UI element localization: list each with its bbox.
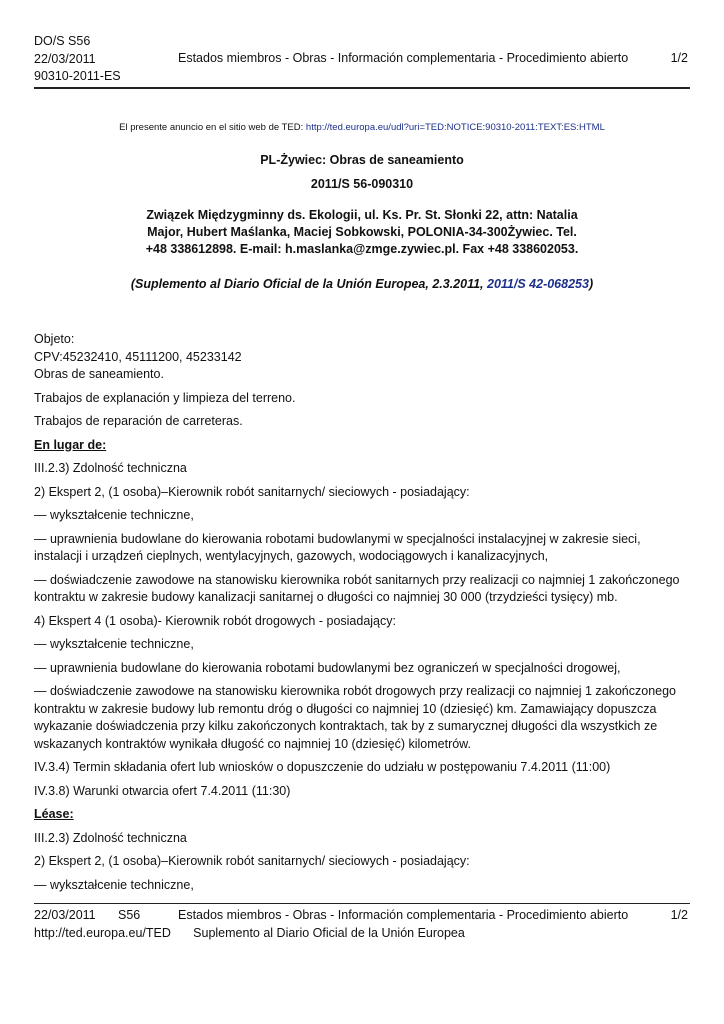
paragraph: IV.3.4) Termin składania ofert lub wniosków o dopuszczenie do udziału w postępowaniu 7.4.2011 (11:00) (34, 760, 611, 774)
paragraph: — uprawnienia budowlane do kierowania robotami budowlanymi bez ograniczeń w specjalności drogowej, (34, 660, 621, 675)
header-page-number: 1/2 (670, 51, 688, 65)
address-line: +48 338612898. E-mail: h.maslanka@zmge.zywiec.pl. Fax +48 338602053. (145, 242, 579, 256)
header-date: 22/03/2011 (34, 51, 96, 66)
footer-page-number: 1/2 (670, 908, 688, 922)
page-footer (34, 903, 690, 940)
paragraph: III.2.3) Zdolność techniczna (34, 461, 187, 475)
paragraph: — uprawnienia budowlane do kierowania robotami budowlanymi w specjalności instalacyjnej w zakresie sieci, instalacji i urządzeń cieplnych, wentylacyjnych, gazowych, wodociągowych i kanalizacyjnych, (34, 531, 641, 563)
paragraph: Obras de saneamiento. (34, 367, 164, 381)
paragraph: IV.3.8) Warunki otwarcia ofert 7.4.2011 (11:30) (34, 783, 291, 798)
section-heading-lease: Léase: (34, 807, 74, 821)
notice-title: PL-Żywiec: Obras de saneamiento (260, 153, 464, 167)
paragraph: 4) Ekspert 4 (1 osoba)- Kierownik robót drogowych - posiadający: (34, 613, 396, 628)
supplement-reference (40, 277, 684, 291)
paragraph: — wykształcenie techniczne, (34, 508, 194, 522)
paragraph: — wykształcenie techniczne, (34, 637, 194, 651)
header-ids (34, 33, 121, 86)
doc-series: DO/S S56 (34, 34, 91, 48)
supplement-prefix: (Suplemento al Diario Oficial de la Unión Europea, 2.3.2011, (130, 277, 487, 291)
supplement-suffix: ) (588, 277, 594, 291)
paragraph: — doświadczenie zawodowe na stanowisku kierownika robót sanitarnych przy realizacji co najmniej 1 zakończonego kontraktu w zakresie budowy kanalizacji sanitarnej o długości co najmniej 30 000 (trzydzieści tysięcy) mb. (34, 572, 680, 604)
address-line: Związek Międzygminny ds. Ekologii, ul. Ks. Pr. St. Słonki 22, attn: Natalia (146, 208, 578, 222)
supplement-link[interactable]: 2011/S 42-068253 (487, 277, 589, 291)
cpv-codes: CPV:45232410, 45111200, 45233142 (34, 349, 242, 364)
paragraph: — wykształcenie techniczne, (34, 877, 194, 892)
doc-number: 90310-2011-ES (34, 69, 121, 83)
paragraph: Trabajos de reparación de carreteras. (34, 414, 243, 428)
footer-series: S56 (118, 908, 141, 922)
notice-text: El presente anuncio en el sitio web de TED: (119, 122, 306, 133)
paragraph: Trabajos de explanación y limpieza del terreno. (34, 390, 296, 405)
contracting-authority (90, 207, 634, 258)
page-header (34, 33, 690, 89)
footer-date: 22/03/2011 (34, 908, 96, 922)
address-line: Major, Hubert Maślanka, Maciej Sobkowski, POLONIA-34-300Żywiec. Tel. (147, 225, 577, 239)
footer-title: Estados miembros - Obras - Información complementaria - Procedimiento abierto (178, 908, 629, 922)
notice-link[interactable]: http://ted.europa.eu/udl?uri=TED:NOTICE:90310-2011:TEXT:ES:HTML (305, 122, 605, 133)
notice-reference: 2011/S 56-090310 (310, 177, 414, 191)
ted-notice (0, 122, 724, 133)
paragraph: III.2.3) Zdolność techniczna (34, 830, 187, 845)
paragraph: — doświadczenie zawodowe na stanowisku kierownika robót drogowych przy realizacji co najmniej 1 zakończonego kontraktu w zakresie budowy lub remontu dróg o długości co najmniej 10 (dziesięć) km. Zamawiający dopuszcza wykazanie doświadczenia przy kilku zakończonych kontraktach, tak by z sumarycznej długości dla wszystkich ze wskazanych kontraktów wynikała długość co najmniej 10 (dziesięć) kilometrów. (34, 684, 676, 751)
header-title: Estados miembros - Obras - Información complementaria - Procedimiento abierto (178, 51, 629, 65)
objeto-label: Objeto: (34, 332, 75, 346)
footer-supplement: Suplemento al Diario Oficial de la Unión Europea (193, 926, 465, 940)
section-heading-en-lugar-de: En lugar de: (34, 437, 107, 452)
footer-url: http://ted.europa.eu/TED (34, 926, 171, 940)
paragraph: 2) Ekspert 2, (1 osoba)–Kierownik robót sanitarnych/ sieciowych - posiadający: (34, 854, 470, 868)
paragraph: 2) Ekspert 2, (1 osoba)–Kierownik robót sanitarnych/ sieciowych - posiadający: (34, 484, 470, 499)
notice-body (34, 331, 686, 900)
